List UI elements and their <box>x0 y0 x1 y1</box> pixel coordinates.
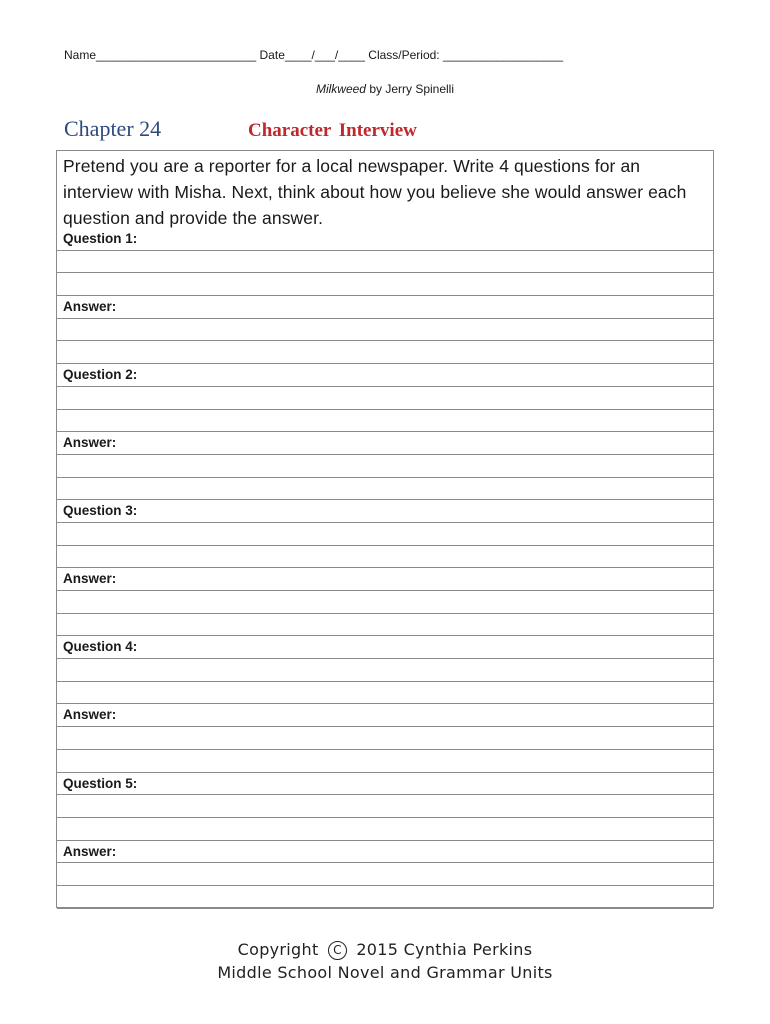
worksheet-box <box>56 150 714 908</box>
blank-write-line[interactable] <box>57 455 713 478</box>
blank-write-line[interactable] <box>57 614 713 637</box>
book-credit <box>0 82 770 96</box>
prompt-label-row: Answer: <box>57 568 713 591</box>
answer-lines <box>57 228 713 909</box>
blank-write-line[interactable] <box>57 410 713 433</box>
blank-write-line[interactable] <box>57 886 713 909</box>
student-info-line: Name________________________ Date____/___/____ Class/Period: __________________ <box>64 48 564 62</box>
copyright-series: Middle School Novel and Grammar Units <box>217 963 553 982</box>
prompt-label-row: Question 5: <box>57 773 713 796</box>
blank-write-line[interactable] <box>57 750 713 773</box>
prompt-label-row: Question 2: <box>57 364 713 387</box>
chapter-title: Chapter 24 <box>64 116 162 141</box>
prompt-label-row: Question 4: <box>57 636 713 659</box>
prompt-label-row: Answer: <box>57 432 713 455</box>
prompt-label-row: Answer: <box>57 841 713 864</box>
blank-write-line[interactable] <box>57 387 713 410</box>
copyright-owner: 2015 Cynthia Perkins <box>356 940 533 959</box>
prompt-label-row: Answer: <box>57 296 713 319</box>
book-title: Milkweed <box>315 82 366 96</box>
copyright-line <box>0 938 770 961</box>
prompt-label-row: Question 3: <box>57 500 713 523</box>
blank-write-line[interactable] <box>57 863 713 886</box>
prompt-label-row: Answer: <box>57 704 713 727</box>
blank-write-line[interactable] <box>57 319 713 342</box>
blank-write-line[interactable] <box>57 523 713 546</box>
blank-write-line[interactable] <box>57 341 713 364</box>
blank-write-line[interactable] <box>57 818 713 841</box>
blank-write-line[interactable] <box>57 273 713 296</box>
blank-write-line[interactable] <box>57 591 713 614</box>
blank-write-line[interactable] <box>57 478 713 501</box>
blank-write-line[interactable] <box>57 251 713 274</box>
blank-write-line[interactable] <box>57 682 713 705</box>
copyright-footer <box>0 938 770 984</box>
copyright-prefix: Copyright <box>237 940 319 959</box>
activity-title: Character Interview <box>248 120 417 141</box>
copyright-icon: C <box>328 941 347 960</box>
instructions: Pretend you are a reporter for a local newspaper. Write 4 questions for an interview with Misha. Next, think about how you believe she would answer each question and provide the answer. <box>63 156 687 228</box>
blank-write-line[interactable] <box>57 546 713 569</box>
book-author: by Jerry Spinelli <box>365 82 455 96</box>
blank-write-line[interactable] <box>57 795 713 818</box>
blank-write-line[interactable] <box>57 659 713 682</box>
blank-write-line[interactable] <box>57 727 713 750</box>
prompt-label-row: Question 1: <box>57 228 713 251</box>
